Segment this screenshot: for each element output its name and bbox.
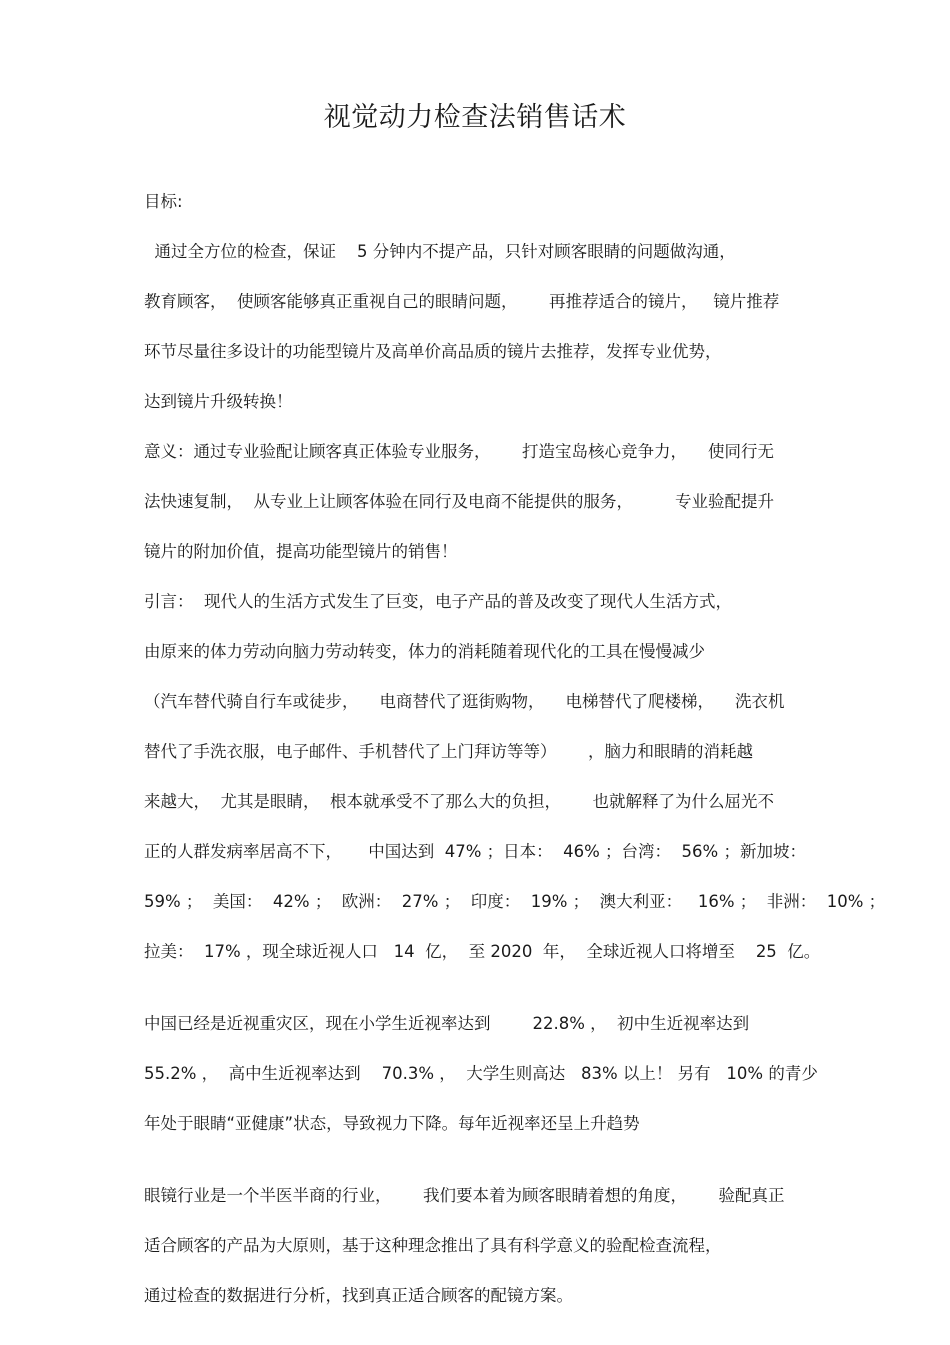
china-line-3: 年处于眼睛“亚健康”状态，导致视力下降。每年近视率还呈上升趋势 [144,1114,640,1133]
intro-line-2: 由原来的体力劳动向脑力劳动转变，体力的消耗随着现代化的工具在慢慢减少 [144,642,705,661]
meaning-line-2: 法快速复制， 从专业上让顾客体验在同行及电商不能提供的服务， 专业验配提升 [144,492,774,511]
goal-line-2: 教育顾客， 使顾客能够真正重视自己的眼睛问题， 再推荐适合的镜片， 镜片推荐 [144,292,780,311]
intro-line-1: 引言： 现代人的生活方式发生了巨变，电子产品的普及改变了现代人生活方式， [144,592,732,611]
intro-line-7: 59% ； 美国： 42% ； 欧洲： 27% ； 印度： 19% ； 澳大利亚： 16% ； 非洲： 10% ； [144,892,886,911]
intro-line-5: 来越大， 尤其是眼睛， 根本就承受不了那么大的负担， 也就解释了为什么屈光不 [144,792,774,811]
industry-line-3: 通过检查的数据进行分析，找到真正适合顾客的配镜方案。 [144,1286,573,1305]
meaning-line-1: 意义：通过专业验配让顾客真正体验专业服务， 打造宝岛核心竞争力， 使同行无 [144,442,774,461]
goal-line-4: 达到镜片升级转换！ [144,392,293,411]
industry-line-1: 眼镜行业是一个半医半商的行业， 我们要本着为顾客眼睛着想的角度， 验配真正 [144,1186,785,1205]
goal-heading: 目标: [144,192,183,211]
meaning-line-3: 镜片的附加价值，提高功能型镜片的销售！ [144,542,458,561]
intro-line-6: 正的人群发病率居高不下， 中国达到 47% ；日本： 46% ；台湾： 56% ；新加坡： [144,842,806,861]
intro-line-3: （汽车替代骑自行车或徒步， 电商替代了逛街购物， 电梯替代了爬楼梯， 洗衣机 [144,692,785,711]
china-line-2: 55.2% ， 高中生近视率达到 70.3% ， 大学生则高达 83% 以上！ 另有 10% 的青少 [144,1064,818,1083]
document-title: 视觉动力检查法销售话术 [323,102,627,133]
intro-line-8: 拉美： 17% ，现全球近视人口 14 亿， 至 2020 年， 全球近视人口将增至 25 亿。 [144,942,821,961]
goal-line-3: 环节尽量往多设计的功能型镜片及高单价高品质的镜片去推荐，发挥专业优势， [144,342,722,361]
intro-line-4: 替代了手洗衣服，电子邮件、手机替代了上门拜访等等） ，脑力和眼睛的消耗越 [144,742,753,761]
goal-line-1: 通过全方位的检查，保证 5 分钟内不提产品，只针对顾客眼睛的问题做沟通， [144,242,736,261]
china-line-1: 中国已经是近视重灾区，现在小学生近视率达到 22.8% ， 初中生近视率达到 [144,1014,750,1033]
industry-line-2: 适合顾客的产品为大原则，基于这种理念推出了具有科学意义的验配检查流程， [144,1236,722,1255]
